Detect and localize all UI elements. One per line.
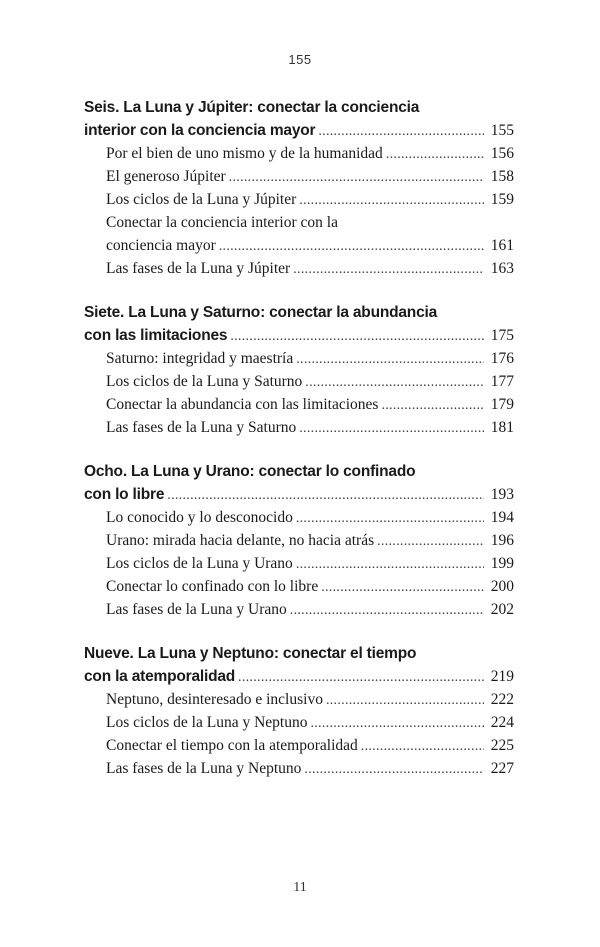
running-page-number: 155 bbox=[288, 52, 312, 67]
chapter-title: Siete. La Luna y Saturno: conectar la abundancia bbox=[84, 304, 438, 321]
chapter-title-cont: interior con la conciencia mayor bbox=[84, 122, 316, 139]
leader-dots bbox=[299, 417, 484, 440]
leader-dots bbox=[321, 576, 484, 599]
page-ref: 196 bbox=[490, 532, 514, 549]
leader-dots bbox=[219, 235, 484, 258]
chapter-title: Seis. La Luna y Júpiter: conectar la conciencia bbox=[84, 99, 420, 116]
entry-label: Las fases de la Luna y Urano bbox=[106, 601, 287, 618]
leader-dots bbox=[361, 735, 484, 758]
toc-entry[interactable] bbox=[84, 598, 514, 621]
toc-entry[interactable] bbox=[84, 416, 514, 439]
toc-entry[interactable] bbox=[84, 711, 514, 734]
toc-entry[interactable] bbox=[84, 393, 514, 416]
toc-entry[interactable] bbox=[84, 734, 514, 757]
entry-label: Por el bien de uno mismo y de la humanidad bbox=[106, 145, 383, 162]
toc-entry[interactable] bbox=[84, 575, 514, 598]
page-ref: 161 bbox=[490, 237, 514, 254]
leader-dots bbox=[296, 553, 484, 576]
chapter-title-row[interactable] bbox=[84, 119, 514, 142]
page-ref: 227 bbox=[490, 760, 514, 777]
chapter-nueve bbox=[84, 642, 514, 780]
leader-dots bbox=[304, 758, 484, 781]
page-ref: 177 bbox=[490, 373, 514, 390]
leader-dots bbox=[377, 530, 484, 553]
entry-label: Las fases de la Luna y Saturno bbox=[106, 419, 297, 436]
toc-entry[interactable] bbox=[84, 529, 514, 552]
toc-entry[interactable] bbox=[84, 688, 514, 711]
page-ref: 163 bbox=[490, 260, 514, 277]
leader-dots bbox=[386, 143, 484, 166]
page-ref: 156 bbox=[490, 145, 514, 162]
page-ref: 155 bbox=[490, 122, 514, 139]
chapter-title-cont: con las limitaciones bbox=[84, 327, 228, 344]
toc-entry[interactable] bbox=[84, 757, 514, 780]
entry-label-line1: Conectar la conciencia interior con la bbox=[106, 214, 338, 231]
leader-dots bbox=[296, 507, 484, 530]
chapter-title-cont: con lo libre bbox=[84, 486, 165, 503]
page-ref: 202 bbox=[490, 601, 514, 618]
page-ref: 181 bbox=[490, 419, 514, 436]
toc-entry[interactable] bbox=[84, 234, 514, 257]
leader-dots bbox=[305, 371, 484, 394]
entry-label: Las fases de la Luna y Júpiter bbox=[106, 260, 291, 277]
chapter-ocho bbox=[84, 460, 514, 621]
page-ref: 200 bbox=[490, 578, 514, 595]
toc-entry[interactable] bbox=[84, 370, 514, 393]
entry-label: Conectar lo confinado con lo libre bbox=[106, 578, 319, 595]
page-ref: 199 bbox=[490, 555, 514, 572]
page-ref: 176 bbox=[490, 350, 514, 367]
folio-page-number: 11 bbox=[293, 880, 307, 895]
page-ref: 179 bbox=[490, 396, 514, 413]
leader-dots bbox=[293, 258, 484, 281]
leader-dots bbox=[238, 666, 484, 689]
chapter-title-cont: con la atemporalidad bbox=[84, 668, 236, 685]
leader-dots bbox=[290, 599, 484, 622]
leader-dots bbox=[326, 689, 484, 712]
toc-entry[interactable] bbox=[84, 188, 514, 211]
page-ref: 224 bbox=[490, 714, 514, 731]
chapter-seis bbox=[84, 96, 514, 280]
entry-label: Los ciclos de la Luna y Neptuno bbox=[106, 714, 308, 731]
page-ref: 225 bbox=[490, 737, 514, 754]
entry-label: Saturno: integridad y maestría bbox=[106, 350, 294, 367]
page-ref: 158 bbox=[490, 168, 514, 185]
entry-label: Las fases de la Luna y Neptuno bbox=[106, 760, 302, 777]
leader-dots bbox=[299, 189, 484, 212]
entry-label: Urano: mirada hacia delante, no hacia atrás bbox=[106, 532, 375, 549]
entry-label: El generoso Júpiter bbox=[106, 168, 226, 185]
leader-dots bbox=[230, 325, 484, 348]
leader-dots bbox=[167, 484, 484, 507]
leader-dots bbox=[381, 394, 484, 417]
leader-dots bbox=[310, 712, 484, 735]
entry-label: conciencia mayor bbox=[106, 237, 216, 254]
toc-entry[interactable] bbox=[84, 552, 514, 575]
toc-entry[interactable] bbox=[84, 165, 514, 188]
leader-dots bbox=[318, 120, 484, 143]
chapter-title: Ocho. La Luna y Urano: conectar lo confinado bbox=[84, 463, 416, 480]
entry-label: Los ciclos de la Luna y Saturno bbox=[106, 373, 303, 390]
toc-entry[interactable] bbox=[84, 506, 514, 529]
chapter-siete bbox=[84, 301, 514, 439]
page-ref: 159 bbox=[490, 191, 514, 208]
page-ref: 175 bbox=[490, 327, 514, 344]
chapter-title: Nueve. La Luna y Neptuno: conectar el tiempo bbox=[84, 645, 417, 662]
chapter-title-row[interactable] bbox=[84, 324, 514, 347]
page-ref: 219 bbox=[490, 668, 514, 685]
page-ref: 193 bbox=[490, 486, 514, 503]
page-ref: 222 bbox=[490, 691, 514, 708]
page-ref: 194 bbox=[490, 509, 514, 526]
chapter-title-row[interactable] bbox=[84, 665, 514, 688]
toc-entry[interactable] bbox=[84, 257, 514, 280]
entry-label: Conectar el tiempo con la atemporalidad bbox=[106, 737, 358, 754]
leader-dots bbox=[229, 166, 484, 189]
toc-entry[interactable] bbox=[84, 142, 514, 165]
leader-dots bbox=[296, 348, 484, 371]
chapter-title-row[interactable] bbox=[84, 483, 514, 506]
toc-entry[interactable] bbox=[84, 347, 514, 370]
entry-label: Conectar la abundancia con las limitaciones bbox=[106, 396, 379, 413]
entry-label: Neptuno, desinteresado e inclusivo bbox=[106, 691, 323, 708]
entry-label: Lo conocido y lo desconocido bbox=[106, 509, 293, 526]
toc-entry-line1[interactable] bbox=[84, 211, 514, 234]
entry-label: Los ciclos de la Luna y Júpiter bbox=[106, 191, 297, 208]
table-of-contents bbox=[84, 96, 514, 801]
entry-label: Los ciclos de la Luna y Urano bbox=[106, 555, 293, 572]
